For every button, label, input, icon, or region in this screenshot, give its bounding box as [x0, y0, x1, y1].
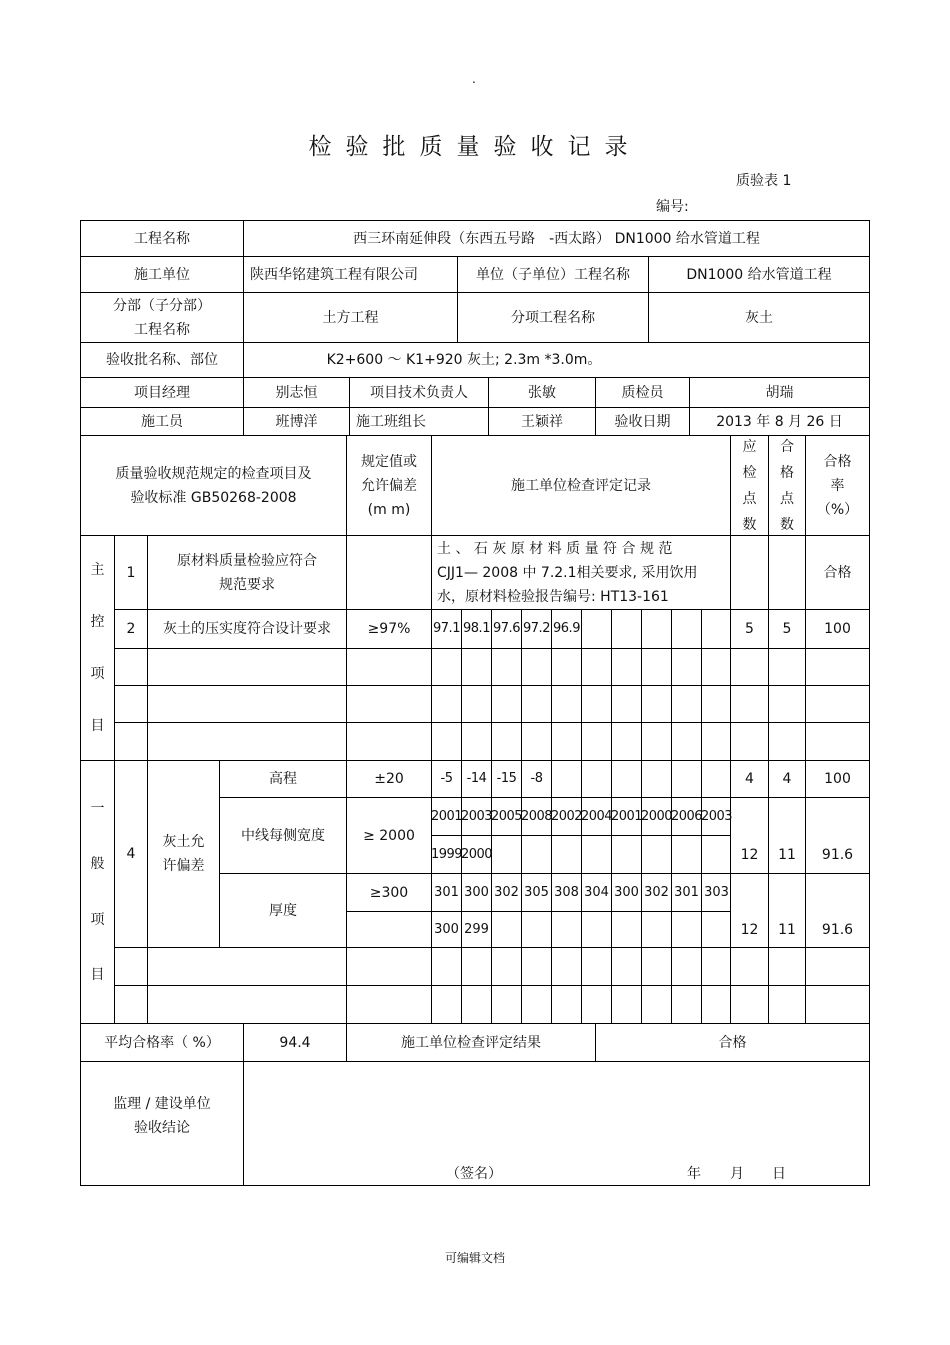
item2-value-3: 97.6 — [493, 621, 520, 636]
pass-rate-line1: 合格 — [823, 453, 852, 470]
width-value-6: 2004 — [580, 808, 613, 824]
thickness-value-9: 301 — [674, 884, 699, 900]
item2-passed-count: 5 — [782, 621, 792, 637]
thickness-value-3: 302 — [494, 884, 519, 900]
date-label: 验收日期 — [614, 413, 671, 430]
width-value-12: 2000 — [460, 846, 493, 862]
sign-day: 日 — [772, 1166, 786, 1182]
batch-value: K2+600 ～ K1+920 灰土; 2.3m *3.0m。 — [326, 352, 602, 368]
width-rate: 91.6 — [821, 846, 854, 863]
qc-value: 胡瑞 — [765, 384, 794, 401]
tech-lead-label: 项目技术负责人 — [370, 384, 468, 401]
team-leader-value: 王颖祥 — [521, 413, 563, 430]
elevation-value-4: -8 — [530, 771, 543, 786]
standard-header-line1: 质量验收规范规定的检查项目及 — [115, 465, 312, 482]
thickness-value-7: 300 — [614, 884, 639, 900]
standard-header-line2: 验收标准 GB50268-2008 — [130, 489, 297, 506]
item1-number: 1 — [126, 564, 136, 581]
tolerance-header-line1: 规定值或 — [361, 453, 417, 470]
team-leader-label: 施工班组长 — [356, 413, 426, 430]
subitem-label: 分项工程名称 — [511, 309, 595, 326]
width-should-count: 12 — [740, 846, 759, 863]
item1-name-line1: 原材料质量检验应符合 — [177, 552, 317, 569]
width-value-7: 2001 — [610, 808, 643, 824]
elevation-value-3: -15 — [496, 771, 517, 786]
passed-char-2: 格 — [780, 464, 794, 481]
sign-year: 年 — [687, 1166, 701, 1182]
item2-should-count: 5 — [745, 621, 754, 637]
passed-char-3: 点 — [780, 490, 794, 507]
item1-rate: 合格 — [823, 564, 852, 581]
division-value: 土方工程 — [322, 309, 379, 326]
thickness-value-12: 299 — [464, 921, 489, 937]
width-label: 中线每侧宽度 — [241, 827, 325, 844]
date-value: 2013 年 8 月 26 日 — [716, 413, 843, 430]
item1-name-line2: 规范要求 — [219, 576, 275, 593]
elevation-value-2: -14 — [466, 771, 487, 786]
width-value-10: 2003 — [700, 808, 733, 824]
width-value-3: 2005 — [490, 808, 523, 824]
should-char-2: 检 — [742, 464, 757, 481]
average-rate-value: 94.4 — [279, 1034, 311, 1051]
unit-project-label: 单位（子单位）工程名称 — [476, 266, 630, 283]
tech-lead-value: 张敏 — [528, 384, 556, 401]
item2-name: 灰土的压实度符合设计要求 — [163, 621, 331, 637]
worker-value: 班博洋 — [275, 413, 318, 430]
pass-rate-line2: 率 — [830, 477, 845, 494]
general-char-1: 一 — [90, 800, 105, 817]
width-passed-count: 11 — [778, 846, 796, 863]
item1-record-line1: 土 、 石 灰 原 材 料 质 量 符 合 规 范 — [437, 540, 673, 557]
width-value-1: 2001 — [430, 808, 463, 824]
item2-tolerance: ≥97% — [367, 621, 411, 637]
division-label-line2: 工程名称 — [134, 321, 190, 338]
should-check-header — [731, 436, 768, 535]
item2-rate: 100 — [824, 621, 851, 637]
width-value-9: 2006 — [670, 808, 703, 824]
elevation-tolerance: ±20 — [374, 771, 404, 787]
elevation-label: 高程 — [269, 771, 297, 787]
tolerance-header — [347, 436, 431, 535]
pm-label: 项目经理 — [134, 384, 190, 401]
elevation-value-1: -5 — [440, 771, 453, 786]
tolerance-header-line2: 允许偏差 — [361, 477, 417, 494]
supervision-label-line2: 验收结论 — [134, 1119, 190, 1136]
thickness-value-5: 308 — [554, 884, 579, 900]
division-label-line1: 分部（子分部） — [113, 297, 211, 314]
thickness-value-2: 300 — [464, 884, 489, 900]
thickness-value-11: 300 — [434, 921, 459, 937]
passed-char-1: 合 — [780, 438, 794, 455]
general-item-name-line2: 许偏差 — [162, 858, 205, 874]
item2-number: 2 — [126, 621, 136, 637]
width-value-8: 2000 — [640, 808, 673, 824]
average-rate-label: 平均合格率（ %） — [104, 1034, 220, 1051]
supervision-label-line1: 监理 / 建设单位 — [113, 1095, 211, 1112]
standard-header — [81, 436, 346, 535]
tolerance-header-line3: (m m) — [367, 501, 411, 518]
project-name-value: 西三环南延伸段（东西五号路 -西太路） DN1000 给水管道工程 — [353, 230, 760, 247]
contractor-label: 施工单位 — [134, 266, 190, 283]
thickness-passed-count: 11 — [778, 921, 796, 938]
main-control-label — [81, 536, 114, 760]
page-dot: . — [472, 72, 476, 86]
main-control-char-3: 项 — [90, 666, 105, 682]
qc-label: 质检员 — [621, 384, 664, 401]
main-control-char-4: 目 — [90, 718, 105, 734]
general-char-2: 般 — [90, 856, 105, 873]
thickness-value-8: 302 — [644, 884, 669, 900]
should-char-4: 数 — [742, 516, 757, 533]
width-value-5: 2002 — [550, 808, 583, 824]
evaluation-result-label: 施工单位检查评定结果 — [401, 1034, 541, 1051]
passed-check-header — [769, 436, 805, 535]
passed-char-4: 数 — [780, 516, 794, 533]
form-number: 质验表 1 — [736, 173, 792, 189]
item2-value-1: 97.1 — [433, 621, 460, 636]
batch-label: 验收批名称、部位 — [106, 352, 218, 368]
sign-month: 月 — [730, 1166, 744, 1182]
should-char-3: 点 — [742, 490, 757, 507]
page-title: 检验批质量验收记录 — [308, 134, 642, 160]
width-tolerance: ≥ 2000 — [363, 827, 415, 844]
worker-label: 施工员 — [141, 413, 183, 430]
signature-label: （签名） — [446, 1166, 502, 1182]
division-label — [81, 293, 243, 342]
record-header: 施工单位检查评定记录 — [511, 477, 651, 494]
pm-value: 别志恒 — [275, 384, 318, 401]
contractor-value: 陕西华铭建筑工程有限公司 — [250, 266, 418, 283]
thickness-value-4: 305 — [524, 884, 549, 900]
pass-rate-line3: （%） — [816, 501, 859, 518]
unit-project-value: DN1000 给水管道工程 — [686, 266, 832, 283]
general-label — [81, 761, 114, 1023]
main-control-char-1: 主 — [90, 562, 105, 578]
page-footer: 可编辑文档 — [444, 1251, 505, 1265]
item1-record-line3: 水，原材料检验报告编号: HT13-161 — [437, 588, 669, 605]
should-char-1: 应 — [742, 438, 757, 455]
supervision-label — [81, 1062, 243, 1185]
thickness-value-10: 303 — [704, 884, 729, 900]
item2-value-4: 97.2 — [523, 621, 550, 636]
general-item-number: 4 — [126, 846, 136, 862]
main-control-char-2: 控 — [90, 614, 105, 630]
item1-name — [148, 536, 346, 609]
thickness-value-6: 304 — [584, 884, 609, 900]
thickness-rate: 91.6 — [821, 921, 854, 938]
width-value-11: 1999 — [430, 846, 463, 862]
elevation-should-count: 4 — [745, 771, 754, 787]
width-value-4: 2008 — [520, 808, 553, 824]
general-item-name — [148, 761, 219, 947]
thickness-value-1: 301 — [434, 884, 459, 900]
item2-value-5: 96.9 — [553, 621, 580, 636]
item2-value-2: 98.1 — [463, 621, 490, 636]
subitem-value: 灰土 — [745, 309, 773, 326]
thickness-label: 厚度 — [269, 902, 297, 919]
evaluation-result-value: 合格 — [718, 1034, 747, 1051]
general-char-3: 项 — [90, 911, 105, 928]
width-value-2: 2003 — [460, 808, 493, 824]
general-item-name-line1: 灰土允 — [162, 834, 205, 850]
pass-rate-header — [806, 436, 869, 535]
elevation-rate: 100 — [824, 771, 851, 787]
thickness-tolerance: ≥300 — [369, 884, 409, 901]
item1-record — [437, 536, 727, 609]
thickness-should-count: 12 — [740, 921, 759, 938]
elevation-passed-count: 4 — [782, 771, 792, 787]
general-char-4: 目 — [90, 967, 105, 984]
item1-record-line2: CJJ1— 2008 中 7.2.1相关要求, 采用饮用 — [437, 564, 698, 581]
project-name-label: 工程名称 — [134, 230, 190, 247]
serial-number-label: 编号: — [656, 199, 689, 215]
